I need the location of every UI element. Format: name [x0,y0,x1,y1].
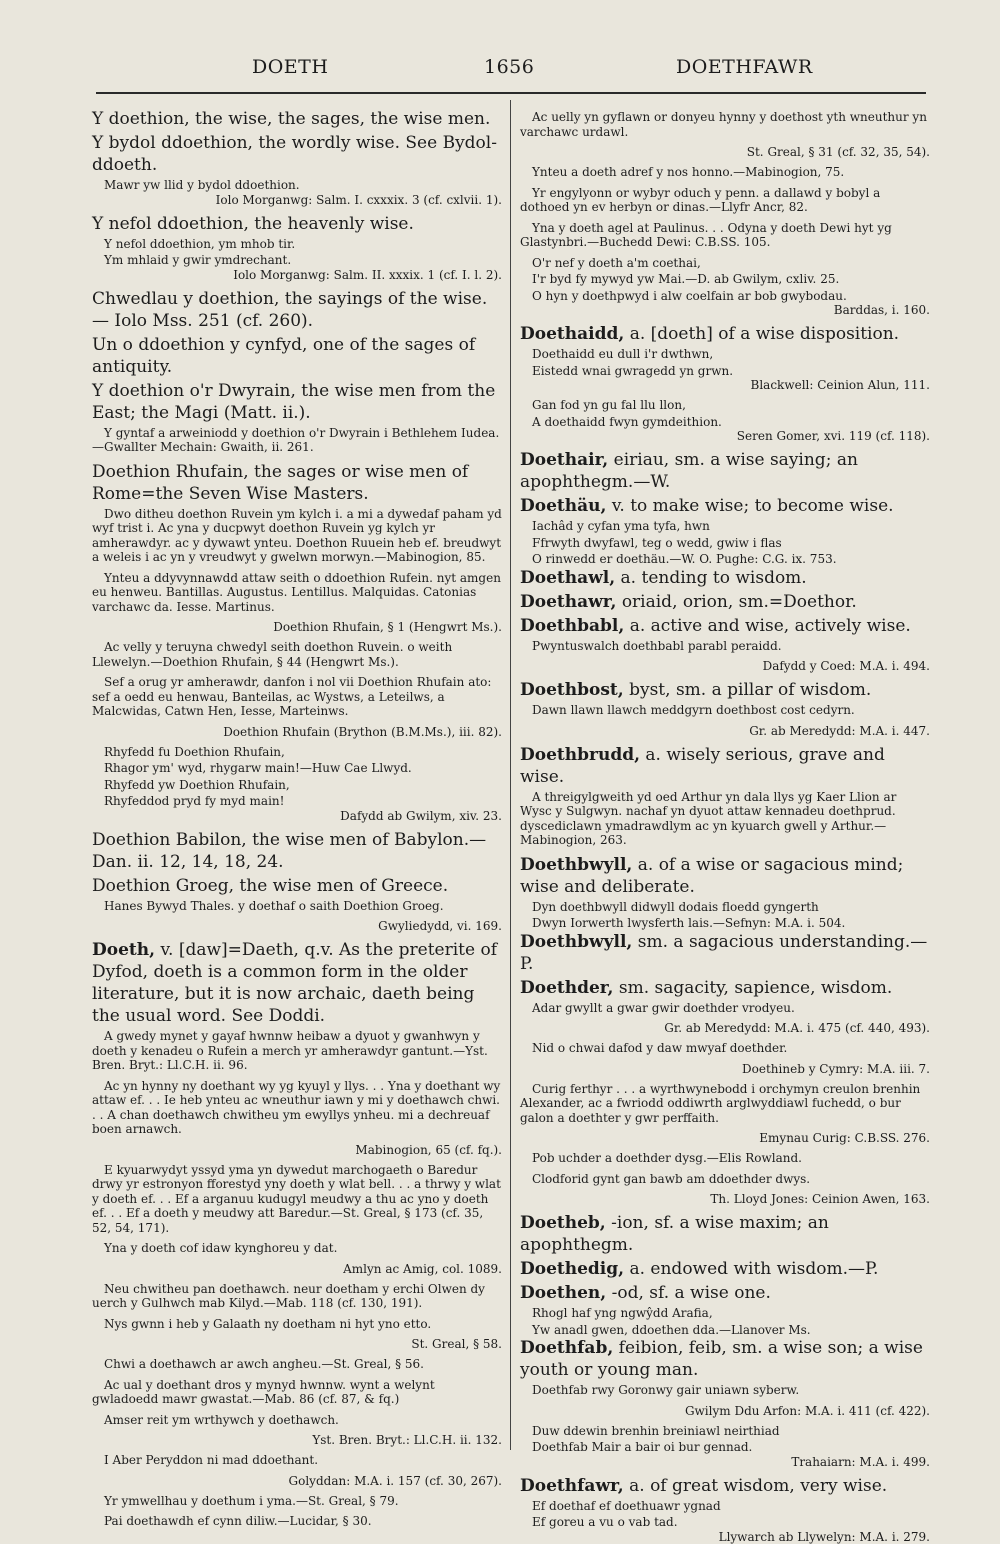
definition: a. of a wise or sagacious mind; wise and deliberate. [520,854,904,897]
quotation: Dwo ditheu doethon Ruvein ym kylch i. a mi a dywedaf paham yd wyf trist i. Ac yna y ducpwyt doethon Ruvein yg kylch yr amherawdyr. ac y dywawt ynteu. Doethon Ruuein heb ef. breudwyt a weleis i ac yn y vreudwyt y gwelwn morwyn.—Mabinogion, 85. [92,506,502,564]
verse-line: A doethaidd fwyn gymdeithion. [532,414,722,429]
verse-line: Gan fod yn gu fal llu llon, [532,398,686,412]
entry-doethion-babilon: Doethion Babilon, the wise men of Babylon.— Dan. ii. 12, 14, 18, 24. [92,829,487,872]
headword: Doethfawr, [520,1475,624,1496]
citation: Gr. ab Meredydd: M.A. i. 447. [749,723,930,738]
definition: v. to make wise; to become wise. [611,496,894,516]
quotation: Chwi a doethawch ar awch angheu.—St. Greal, § 56. [104,1357,424,1371]
quotation: Ynteu a doeth adref y nos honno.—Mabinogion, 75. [532,165,845,179]
definition: a. active and wise, actively wise. [629,615,911,636]
entry-doethfawr [520,1475,930,1497]
definition: a. wisely serious, grave and wise. [520,744,885,787]
header-rule [96,92,926,94]
headword: Doethaidd, [520,324,625,344]
definition: feibion, feib, sm. a wise son; a wise youth or young man. [520,1338,923,1380]
entry-doethder [520,977,930,999]
definition: a. tending to wisdom. [620,567,807,588]
running-head-left: DOETH [252,56,329,78]
headword: Doethäu, [520,496,607,516]
definition: sm. a sagacious understanding.—P. [520,931,928,974]
citation: Llywarch ab Llywelyn: M.A. i. 279. [718,1529,930,1544]
quotation: Amser reit ym wrthywch y doethawch. [104,1412,339,1427]
definition: v. [daw]=Daeth, q.v. As the preterite of Dyfod, doeth is a common form in the older literature, but it is now archaic, daeth being the usual word. See Doddi. [92,940,498,1026]
quotation: I Aber Peryddon ni mad ddoethant. [104,1453,319,1467]
verse-line: Ffrwyth dwyfawl, teg o wedd, gwiw i flas [532,535,782,550]
quotation: Dawn llawn llawch meddgyrn doethbost cost cedyrn. [532,703,855,717]
headword: Doethder, [520,977,614,998]
entry-y-doethion: Y doethion, the wise, the sages, the wise men. [92,109,491,129]
entry-doethawl [520,567,930,589]
quotation: Yr ymwellhau y doethum i yma.—St. Greal, § 79. [104,1493,399,1508]
entry-doethbost [520,679,930,701]
quotation: Ac yn hynny ny doethant wy yg kyuyl y llys. . . Yna y doethant wy attaw ef. . . Ie heb ynteu ac wneuthur iawn y mi y doethawch chwi. . . A chan doethawch chwitheu ym ewyllys ynheu. mi a dechreuaf boen arnawch. [92,1078,501,1136]
quotation: E kyuarwydyt yssyd yma yn dywedut marchogaeth o Baredur drwy yr estronyon fforestyd yny doeth y wlat bell. . . a thrwy y wlat y doeth ef. . . Ef a arganuu kudugyl meudwy a thu ac yno y doeth ef. . . Ef a doeth y meudwy att Baredur.—St. Greal, § 173 (cf. 35, 52, 54, 171). [92,1162,501,1235]
verse-line: Ym mhlaid y gwir ymdrechant. [104,253,292,267]
citation: St. Greal, § 31 (cf. 32, 35, 54). [746,145,930,159]
quotation: Nid o chwai dafod y daw mwyaf doethder. [532,1041,788,1055]
citation: Dafydd ab Gwilym, xiv. 23. [340,808,502,823]
quotation: Yna y doeth cof idaw kynghoreu y dat. [104,1241,338,1255]
verse-line: Ef doethaf ef doethuawr ygnad [532,1498,721,1513]
verse-line: Duw ddewin brenhin breiniawl neirthiad [532,1423,780,1438]
headword: Doethbabl, [520,615,625,636]
verse-line: Iachâd y cyfan yma tyfa, hwn [532,519,710,533]
citation: Blackwell: Ceinion Alun, 111. [750,378,930,392]
citation: Gwilym Ddu Arfon: M.A. i. 411 (cf. 422). [684,1403,930,1418]
citation: Trahaiarn: M.A. i. 499. [791,1454,930,1469]
quotation: Ynteu a ddyvynnawdd attaw seith o ddoethion Rufein. nyt amgen eu henweu. Bantillas. Augustus. Lentillus. Malquidas. Catonias varchawc da. Iesse. Martinus. [92,570,501,614]
quotation: Pob uchder a doethder dysg.—Elis Rowland. [532,1151,802,1165]
verse-line: Rhagor ym' wyd, rhygarw main!—Huw Cae Llwyd. [104,761,412,775]
left-column [92,108,502,1528]
definition: a. [doeth] of a wise disposition. [629,324,900,344]
entry-y-bydol-ddoethion: Y bydol ddoethion, the wordly wise. See Bydol-ddoeth. [92,133,497,175]
headword: Doethbwyll, [520,931,633,952]
headword: Doethbrudd, [520,744,641,765]
citation: Dafydd y Coed: M.A. i. 494. [762,659,930,673]
entry-doethedig [520,1258,930,1280]
entry-doethion-groeg: Doethion Groeg, the wise men of Greece. [92,875,449,896]
verse-line: Yw anadl gwen, ddoethen dda.—Llanover Ms. [532,1322,811,1337]
citation: Seren Gomer, xvi. 119 (cf. 118). [736,429,930,443]
citation: Th. Lloyd Jones: Ceinion Awen, 163. [710,1192,930,1206]
entry-doethaidd [520,323,930,345]
quotation: Y gyntaf a arweiniodd y doethion o'r Dwyrain i Bethlehem Iudea.—Gwallter Mechain: Gwaith, ii. 261. [92,425,500,454]
running-head-right: DOETHFAWR [676,56,813,78]
definition: eiriau, sm. a wise saying; an apophthegm.—W. [520,450,858,492]
citation: Yst. Bren. Bryt.: Ll.C.H. ii. 132. [312,1433,502,1447]
verse-line: O rinwedd er doethäu.—W. O. Pughe: C.G. ix. 753. [532,552,837,566]
citation: Doethion Rhufain, § 1 (Hengwrt Ms.). [273,620,502,634]
column-divider [510,100,511,1450]
quotation: Yr engylyonn or wybyr oduch y penn. a dallawd y bobyl a dothoed yn ev herbyn or dinas.—Llyfr Ancr, 82. [520,185,881,214]
headword: Doethedig, [520,1259,625,1279]
verse-line: O hyn y doethpwyd i alw coelfain ar bob gwybodau. [532,288,847,303]
quotation: Nys gwnn i heb y Galaath ny doetham ni hyt yno etto. [104,1316,432,1331]
headword: Doethbost, [520,680,624,700]
entry-doethion-rhufain: Doethion Rhufain, the sages or wise men of Rome=the Seven Wise Masters. [92,461,469,504]
headword: Doethen, [520,1283,607,1303]
entry-y-doethion-or-dwyrain: Y doethion o'r Dwyrain, the wise men from the East; the Magi (Matt. ii.). [92,380,496,423]
quotation: Sef a orug yr amherawdr, danfon i nol vii Doethion Rhufain ato: sef a oedd eu henwau, Banteilas, ac Wystws, a Leteilws, a Malcwidas, Catwn Hen, Iesse, Marteinws. [92,675,492,718]
entry-doeth [92,939,502,1027]
entry-doethfab [520,1337,930,1381]
verse-line: Rhyfeddod pryd fy myd main! [104,794,285,808]
citation: Amlyn ac Amig, col. 1089. [343,1261,502,1276]
definition: byst, sm. a pillar of wisdom. [629,680,872,700]
quotation: Doethfab rwy Goronwy gair uniawn syberw. [532,1383,800,1397]
citation: Emynau Curig: C.B.SS. 276. [759,1131,930,1145]
quotation: Ac ual y doethant dros y mynyd hwnnw. wynt a welynt gwladoedd mawr gwastat.—Mab. 86 (cf. 87, & fq.) [92,1377,435,1406]
headword: Doeth, [92,940,156,960]
entry-un-o-ddoethion: Un o ddoethion y cynfyd, one of the sages of antiquity. [92,334,476,377]
headword: Doethawr, [520,591,617,612]
right-column [520,108,930,1544]
citation: Gwyliedydd, vi. 169. [378,919,502,933]
citation: Golyddan: M.A. i. 157 (cf. 30, 267). [288,1473,502,1488]
entry-doethau [520,495,930,517]
definition: oriaid, orion, sm.=Doethor. [621,591,857,612]
citation: St. Greal, § 58. [411,1337,502,1351]
headword: Doethawl, [520,567,616,588]
verse-line: Rhyfedd fu Doethion Rhufain, [104,744,285,759]
citation: Iolo Morganwg: Salm. I. cxxxix. 3 (cf. cxlvii. 1). [215,192,502,207]
verse-line: Doethfab Mair a bair oi bur gennad. [532,1440,753,1454]
quotation: Adar gwyllt a gwar gwir doethder vrodyeu. [532,1000,795,1015]
quotation: Pai doethawdh ef cynn diliw.—Lucidar, § 30. [104,1514,372,1528]
verse-line: O'r nef y doeth a'm coethai, [532,255,701,270]
entry-doethen [520,1282,930,1304]
quotation: Ac velly y teruyna chwedyl seith doethon Ruvein. o weith Llewelyn.—Doethion Rhufain, § 44 (Hengwrt Ms.). [92,640,453,669]
verse-line: Rhyfedd yw Doethion Rhufain, [104,777,290,792]
verse-line: Dyn doethbwyll didwyll dodais floedd gyngerth [532,899,819,914]
definition: a. of great wisdom, very wise. [629,1475,888,1496]
citation: Doethineb y Cymry: M.A. iii. 7. [742,1061,930,1076]
headword: Doethair, [520,450,609,470]
verse-line: I'r byd fy mywyd yw Mai.—D. ab Gwilym, cxliv. 25. [532,272,840,286]
headword: Doethbwyll, [520,854,633,875]
entry-y-nefol-ddoethion: Y nefol ddoethion, the heavenly wise. [92,213,414,234]
entry-chwedlau-y-doethion: Chwedlau y doethion, the sayings of the wise.— Iolo Mss. 251 (cf. 260). [92,288,488,331]
verse-line: Y nefol ddoethion, ym mhob tir. [104,236,296,251]
entry-doethbwyll-noun [520,931,930,975]
verse-line: Ef goreu a vu o vab tad. [532,1515,678,1529]
quotation: Yna y doeth agel at Paulinus. . . Odyna y doeth Dewi hyt yg Glastynbri.—Buchedd Dewi: C.B.SS. 105. [520,220,892,249]
quotation: Hanes Bywyd Thales. y doethaf o saith Doethion Groeg. [104,898,444,913]
quotation: A gwedy mynet y gayaf hwnnw heibaw a dyuot y gwanhwyn y doeth y kenadeu o Rufein a merch yr amherawdyr gantunt.—Yst. Bren. Bryt.: Ll.C.H. ii. 96. [92,1029,488,1072]
citation: Mabinogion, 65 (cf. fq.). [355,1142,502,1157]
quotation: A threigylgweith yd oed Arthur yn dala llys yg Kaer Llion ar Wysc y Sulgwyn. nachaf yn dyuot attaw kennadeu doethprud. dyscediclawn ymadrawdlym ac yn kyuarch gwell y Arthur.—Mabinogion, 263. [520,789,897,847]
definition: -ion, sf. a wise maxim; an apophthegm. [520,1213,829,1255]
entry-doethair [520,449,930,493]
verse-line: Doethaidd eu dull i'r dwthwn, [532,347,714,361]
quotation: Ac uelly yn gyflawn or donyeu hynny y doethost yth wneuthur yn varchawc urdawl. [520,110,927,139]
verse-line: Rhogl haf yng ngwŷdd Arafia, [532,1306,713,1320]
citation: Gr. ab Meredydd: M.A. i. 475 (cf. 440, 493). [664,1021,930,1035]
quotation: Clodforid gynt gan bawb am ddoethder dwys. [532,1171,811,1186]
headword: Doethfab, [520,1338,614,1358]
citation: Barddas, i. 160. [833,303,930,317]
citation: Doethion Rhufain (Brython (B.M.Ms.), iii. 82). [223,724,502,739]
entry-doethbabl [520,615,930,637]
entry-doethbwyll-adj [520,854,930,898]
entry-doethawr [520,591,930,613]
verse-line: Eistedd wnai gwragedd yn grwn. [532,363,734,378]
page-number: 1656 [484,56,535,78]
citation: Iolo Morganwg: Salm. II. xxxix. 1 (cf. I. l. 2). [233,267,502,282]
definition: -od, sf. a wise one. [611,1283,771,1303]
quotation: Pwyntuswalch doethbabl parabl peraidd. [532,638,782,653]
headword: Doetheb, [520,1213,606,1233]
quotation: Neu chwitheu pan doethawch. neur doetham y erchi Olwen dy uerch y Gulhwch mab Kilyd.—Mab. 118 (cf. 130, 191). [92,1281,485,1310]
definition: a. endowed with wisdom.—P. [629,1259,879,1279]
entry-doethbrudd [520,744,930,788]
entry-doetheb [520,1212,930,1256]
definition: sm. sagacity, sapience, wisdom. [618,977,893,998]
quotation: Curig ferthyr . . . a wyrthwynebodd i orchymyn creulon brenhin Alexander, ac a fwriodd oddiwrth arglwyddiawl fuchedd, o bur galon a doethter y gwr perffaith. [520,1081,921,1125]
verse-line: Dwyn Iorwerth lwysferth lais.—Sefnyn: M.A. i. 504. [532,916,846,930]
quotation: Mawr yw llid y bydol ddoethion. [104,178,300,192]
